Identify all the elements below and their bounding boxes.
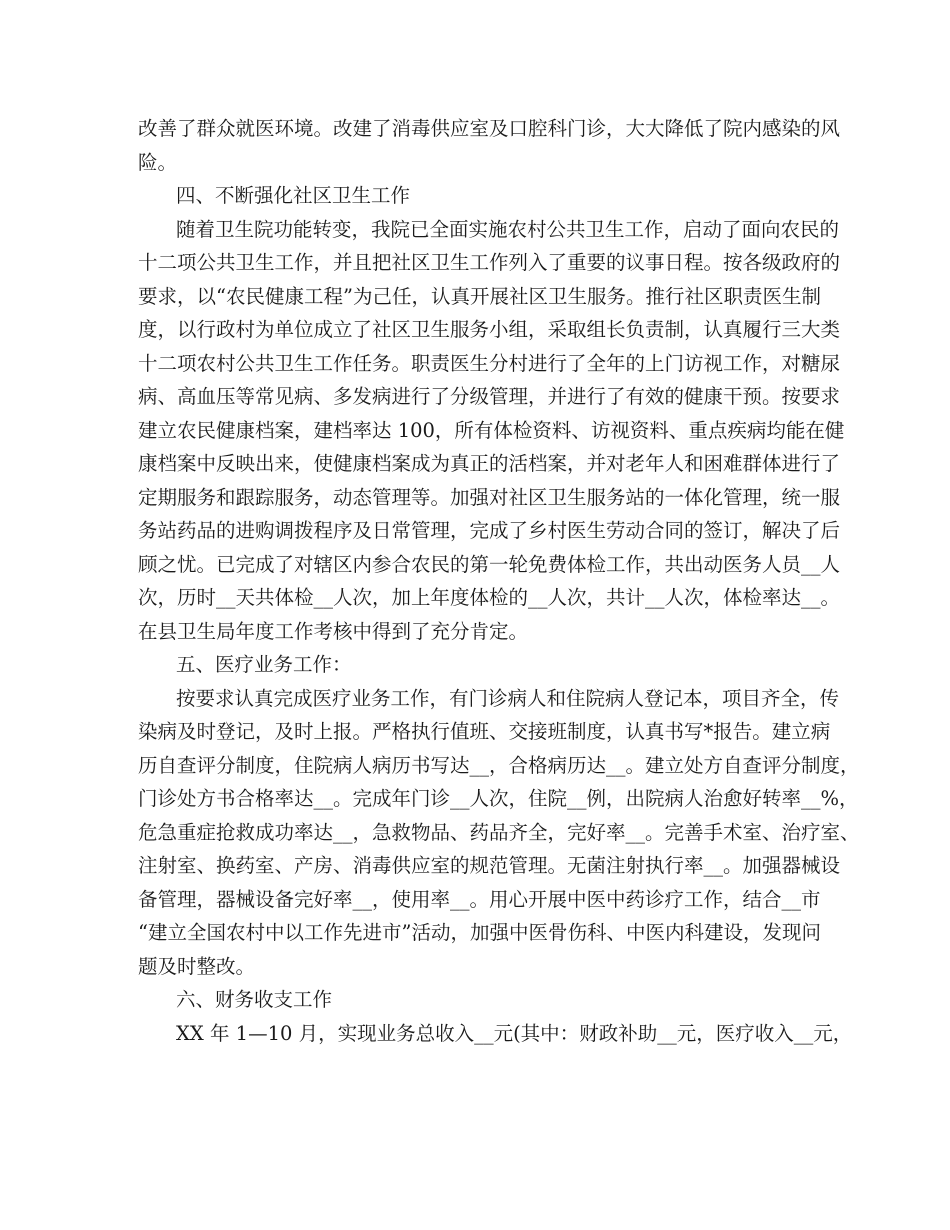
text-line: 在县卫生局年度工作考核中得到了充分肯定。 bbox=[138, 619, 529, 643]
text-line: 康档案中反映出来，使健康档案成为真正的活档案，并对老年人和困难群体进行了 bbox=[138, 452, 841, 475]
text-line: 定期服务和跟踪服务，动态管理等。加强对社区卫生服务站的一体化管理，统一服 bbox=[138, 485, 841, 509]
text-line: “建立全国农村中以工作先进市”活动，加强中医骨伤科、中医内科建设，发现问 bbox=[138, 921, 821, 944]
text-line: 务站药品的进购调拨程序及日常管理，完成了乡村医生劳动合同的签订，解决了后 bbox=[138, 519, 841, 542]
text-line: 顾之忧。已完成了对辖区内参合农民的第一轮免费体检工作，共出动医务人员__人 bbox=[138, 552, 841, 576]
text-line: 改善了群众就医环境。改建了消毒供应室及口腔科门诊，大大降低了院内感染的风 bbox=[138, 117, 841, 140]
text-line: 建立农民健康档案，建档率达 100，所有体检资料、访视资料、重点疾病均能在健 bbox=[138, 418, 845, 442]
text-line: 十二项公共卫生工作，并且把社区卫生工作列入了重要的议事日程。按各级政府的 bbox=[138, 251, 841, 274]
text-line: 四、不断强化社区卫生工作 bbox=[176, 184, 411, 207]
text-line: 历自查评分制度，住院病人病历书写达__，合格病历达__。建立处方自查评分制度， bbox=[138, 753, 860, 777]
text-line: 十二项农村公共卫生工作任务。职责医生分村进行了全年的上门访视工作，对糖尿 bbox=[138, 351, 841, 375]
text-line: 危急重症抢救成功率达__，急救物品、药品齐全，完好率__。完善手术室、治疗室、 bbox=[138, 820, 860, 844]
text-line: 注射室、换药室、产房、消毒供应室的规范管理。无菌注射执行率__。加强器械设 bbox=[138, 854, 841, 877]
text-line: 随着卫生院功能转变，我院已全面实施农村公共卫生工作，启动了面向农民的 bbox=[176, 217, 840, 241]
text-line: 题及时整改。 bbox=[138, 954, 256, 978]
text-line: XX 年 1—10 月，实现业务总收入__元(其中：财政补助__元，医疗收入__元， bbox=[176, 1021, 853, 1045]
text-line: 按要求认真完成医疗业务工作，有门诊病人和住院病人登记本，项目齐全，传 bbox=[176, 686, 840, 710]
document-body bbox=[138, 112, 860, 1050]
text-line: 度，以行政村为单位成立了社区卫生服务小组，采取组长负责制，认真履行三大类 bbox=[138, 318, 841, 341]
text-line: 五、医疗业务工作： bbox=[176, 653, 352, 676]
text-line: 六、财务收支工作 bbox=[176, 988, 333, 1011]
text-line: 次，历时__天共体检__人次，加上年度体检的__人次，共计__人次，体检率达__。 bbox=[138, 586, 841, 609]
text-line: 险。 bbox=[138, 150, 178, 174]
text-line: 染病及时登记，及时上报。严格执行值班、交接班制度，认真书写*报告。建立病 bbox=[138, 720, 831, 743]
text-line: 要求，以“农民健康工程”为己任，认真开展社区卫生服务。推行社区职责医生制 bbox=[138, 284, 821, 308]
text-line: 备管理，器械设备完好率__，使用率__。用心开展中医中药诊疗工作，结合__市 bbox=[138, 887, 821, 911]
text-line: 门诊处方书合格率达__。完成年门诊__人次，住院__例，出院病人治愈好转率__%， bbox=[138, 787, 859, 810]
text-line: 病、高血压等常见病、多发病进行了分级管理，并进行了有效的健康干预。按要求 bbox=[138, 385, 841, 408]
